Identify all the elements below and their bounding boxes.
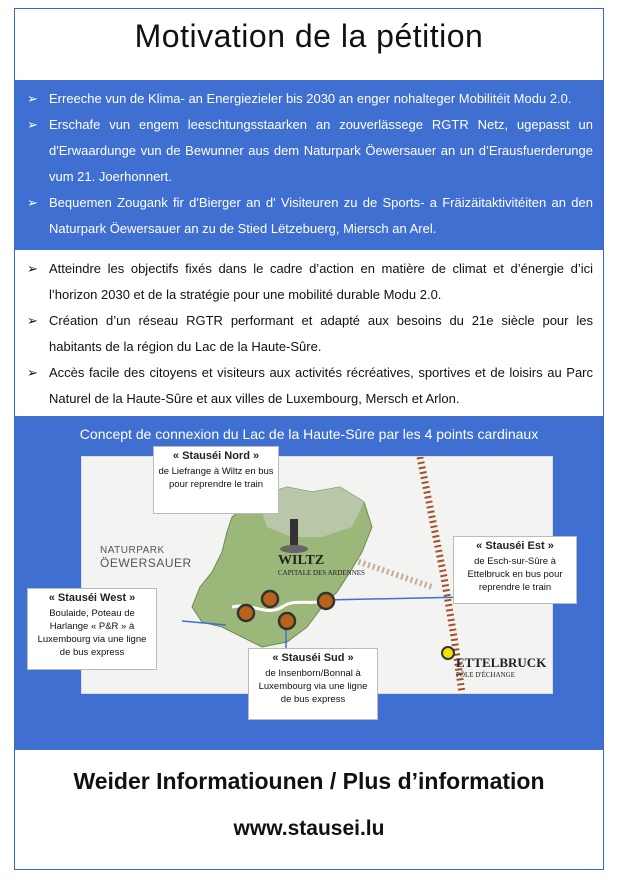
station-east-marker	[318, 593, 334, 609]
fr-point-1: ➢ Atteindre les objectifs fixés dans le cadre d’action en matière de climat et d’énergie d’ici l’horizon 2030 et de la stratégie pour une mobilité durable Modu 2.0.	[25, 256, 593, 308]
ettelbruck-marker	[442, 647, 454, 659]
lux-point-2: ➢ Erschafe vun engem leeschtungsstaarken an zouverlässege RGTR Netz, ugepasst un d'Erwaardunge vun de Bewunner aus dem Naturpark Öewersauer an un d’Erausfuerderunge vum 21. Joerhonnert.	[25, 112, 593, 190]
callout-north-title: « Stauséi Nord »	[172, 450, 260, 462]
map-title: Concept de connexion du Lac de la Haute-Sûre par les 4 points cardinaux	[79, 426, 539, 442]
callout-west	[27, 588, 157, 670]
arrow-bullet-icon: ➢	[27, 195, 38, 210]
callout-east	[453, 536, 577, 604]
wiltz-label: WILTZ	[278, 553, 325, 568]
map-section	[15, 416, 603, 750]
arrow-bullet-icon: ➢	[27, 313, 38, 328]
info-heading: Weider Informatiounen / Plus d’information	[73, 768, 545, 794]
arrow-bullet-icon: ➢	[27, 117, 38, 132]
fr-section	[15, 250, 603, 416]
park-label	[100, 545, 192, 569]
callout-south-text: de Insenborn/Bonnal à Luxembourg via une ligne de bus express	[258, 668, 368, 705]
lux-point-3: ➢ Bequemen Zougank fir d'Bierger an d' Visiteuren zu de Sports- a Fräizäitaktivitéiten an den Naturpark Öewersauer an zu de Stied Lëtzebuerg, Miersch an Arel.	[25, 190, 593, 242]
east-connector	[325, 597, 467, 600]
park-label-line2: ÖEWERSAUER	[100, 556, 192, 570]
page-title: Motivation de la pétition	[134, 18, 484, 54]
callout-west-text: Boulaide, Poteau de Harlange « P&R » à Luxembourg via une ligne de bus express	[37, 608, 147, 658]
arrow-bullet-icon: ➢	[27, 365, 38, 380]
station-west-marker	[238, 605, 254, 621]
callout-north-text: de Liefrange à Wiltz en bus pour reprendre le train	[158, 466, 274, 490]
wiltz-tower-base	[280, 545, 308, 553]
ettelbruck-label: ETTELBRUCK	[456, 655, 547, 670]
lux-point-1: ➢ Erreeche vun de Klima- an Energiezieler bis 2030 an enger nohalteger Mobilitéit Modu 2.0.	[25, 86, 593, 112]
fr-point-2: ➢ Création d’un réseau RGTR performant et adapté aux besoins du 21e siècle pour les habitants de la région du Lac de la Haute-Sûre.	[25, 308, 593, 360]
station-south-marker	[279, 613, 295, 629]
arrow-bullet-icon: ➢	[27, 91, 38, 106]
callout-south	[248, 648, 378, 720]
arrow-bullet-icon: ➢	[27, 261, 38, 276]
ettelbruck-sublabel: PÔLE D'ÉCHANGE	[456, 671, 516, 679]
lux-section	[15, 80, 603, 250]
station-north-marker	[262, 591, 278, 607]
callout-east-text: de Esch-sur-Sûre à Ettelbruck en bus pour reprendre le train	[467, 556, 563, 593]
callout-north	[153, 446, 279, 514]
fr-point-3: ➢ Accès facile des citoyens et visiteurs aux activités récréatives, sportives et de loisirs au Parc Naturel de la Haute-Sûre et aux villes de Luxembourg, Mersch et Arlon.	[25, 360, 593, 412]
wiltz-tower-icon	[290, 519, 298, 547]
callout-west-title: « Stauséi West »	[48, 592, 136, 604]
website-link[interactable]: www.stausei.lu	[233, 817, 385, 840]
callout-south-title: « Stauséi Sud »	[272, 652, 354, 664]
wiltz-sublabel: CAPITALE DES ARDENNES	[278, 569, 365, 577]
park-label-line1: NATURPARK	[100, 545, 165, 556]
callout-east-title: « Stauséi Est »	[476, 540, 554, 552]
